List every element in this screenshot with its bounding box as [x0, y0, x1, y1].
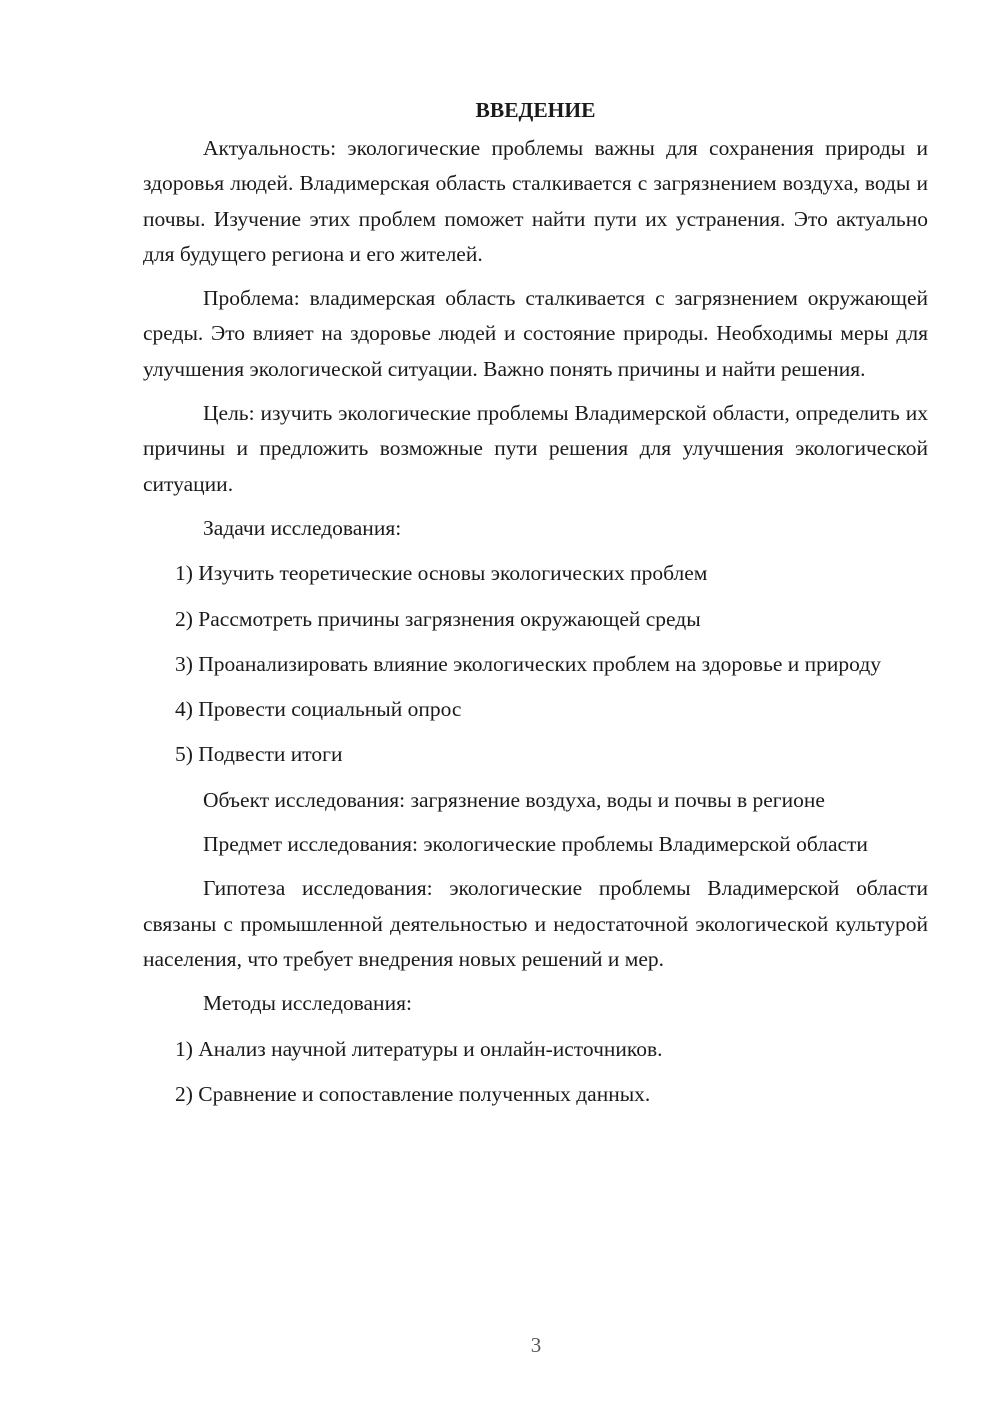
page-title: ВВЕДЕНИЕ — [475, 98, 596, 122]
task-item: 1) Изучить теоретические основы экологических проблем — [175, 561, 708, 586]
task-item: 2) Рассмотреть причины загрязнения окружающей среды — [175, 606, 701, 631]
relevance-paragraph: Актуальность: экологические проблемы важны для сохранения природы и здоровья людей. Владимерская область сталкивается с загрязнением воздуха, воды и почвы. Изучение этих проблем поможет найти пути их устранения. Это актуально для будущего региона и его жителей. — [143, 136, 928, 266]
goal-paragraph: Цель: изучить экологические проблемы Владимерской области, определить их причины и предложить возможные пути решения для улучшения экологической ситуации. — [143, 401, 928, 496]
methods-heading: Методы исследования: — [203, 991, 412, 1016]
task-item: 4) Провести социальный опрос — [175, 697, 462, 722]
page-number: 3 — [530, 1333, 542, 1357]
task-item: 3) Проанализировать влияние экологических проблем на здоровье и природу — [175, 651, 882, 676]
object-paragraph: Объект исследования: загрязнение воздуха, воды и почвы в регионе — [203, 787, 825, 812]
subject-paragraph: Предмет исследования: экологические проблемы Владимерской области — [203, 832, 868, 857]
document-page — [143, 92, 928, 1122]
problem-paragraph: Проблема: владимерская область сталкивается с загрязнением окружающей среды. Это влияет на здоровье людей и состояние природы. Необходимы меры для улучшения экологической ситуации. Важно понять причины и найти решения. — [143, 286, 928, 381]
method-item: 2) Сравнение и сопоставление полученных данных. — [175, 1081, 651, 1106]
tasks-heading: Задачи исследования: — [203, 515, 402, 540]
hypothesis-paragraph: Гипотеза исследования: экологические проблемы Владимерской области связаны с промышленной деятельностью и недостаточной экологической культурой населения, что требует внедрения новых решений и мер. — [143, 876, 928, 971]
task-item: 5) Подвести итоги — [175, 742, 343, 767]
method-item: 1) Анализ научной литературы и онлайн-источников. — [175, 1036, 663, 1061]
